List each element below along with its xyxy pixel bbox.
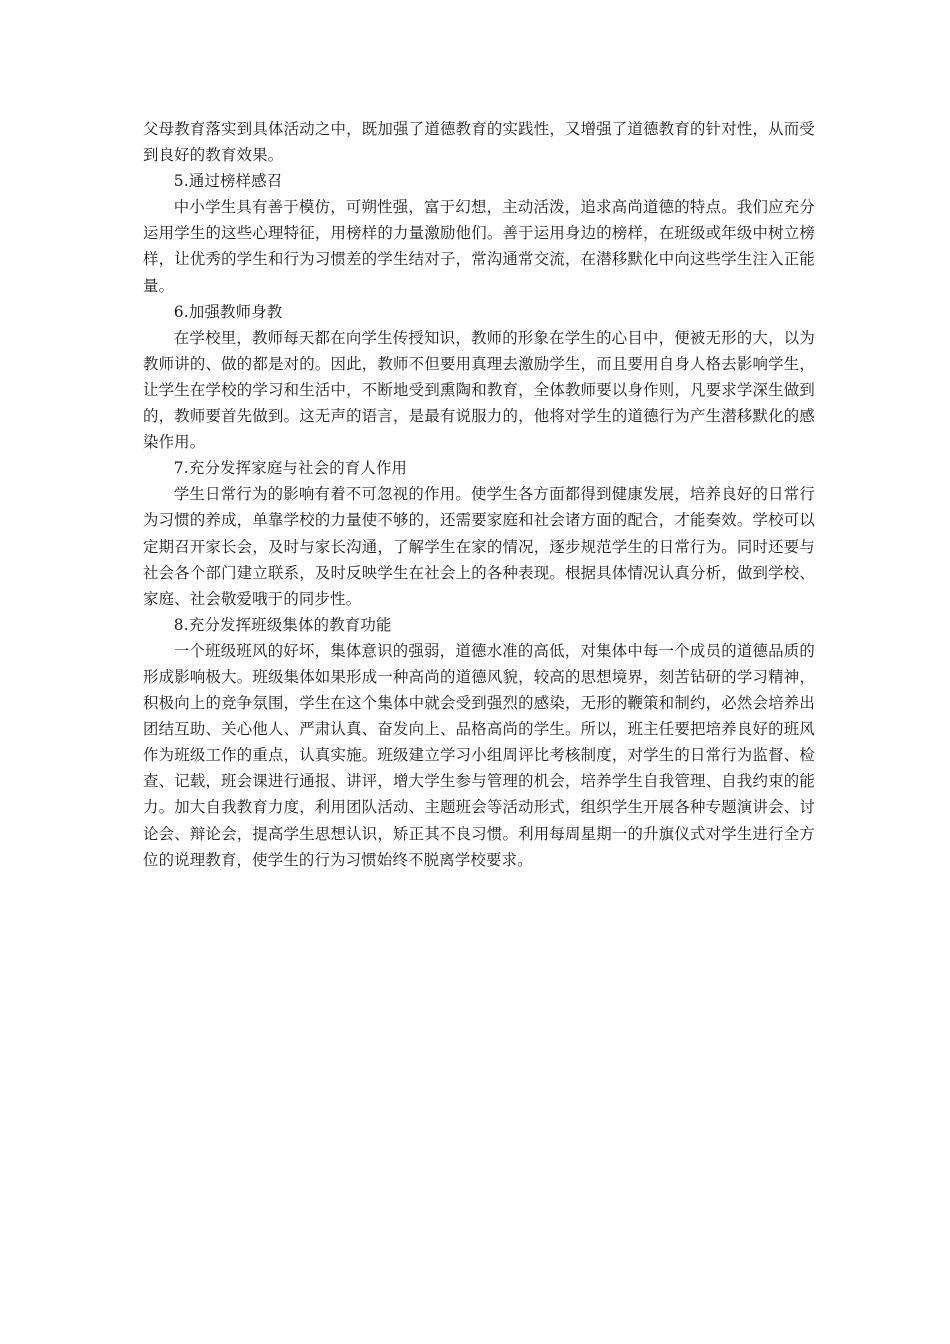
section-heading-5: 5.通过榜样感召 (173, 172, 283, 191)
document-page (143, 116, 815, 873)
section-body-8: 一个班级班风的好坏，集体意识的强弱，道德水准的高低，对集体中每一个成员的道德品质的形成影响极大。班级集体如果形成一种高尚的道德风貌，较高的思想境界，刻苦钻研的学习精神，积极向上的竞争氛围，学生在这个集体中就会受到强烈的感染，无形的鞭策和制约，必然会培养出团结互助、关心他人、严肃认真、奋发向上、品格高尚的学生。所以，班主任要把培养良好的班风作为班级工作的重点，认真实施。班级建立学习小组周评比考核制度，对学生的日常行为监督、检查、记载，班会课进行通报、讲评，增大学生参与管理的机会，培养学生自我管理、自我约束的能力。加大自我教育力度，利用团队活动、主题班会等活动形式，组织学生开展各种专题演讲会、讨论会、辩论会，提高学生思想认识，矫正其不良习惯。利用每周星期一的升旗仪式对学生进行全方位的说理教育，使学生的行为习惯始终不脱离学校要求。 (143, 641, 815, 869)
section-heading-8: 8.充分发挥班级集体的教育功能 (173, 615, 392, 634)
section-body-5: 中小学生具有善于模仿，可朔性强，富于幻想，主动活泼，追求高尚道德的特点。我们应充分运用学生的这些心理特征，用榜样的力量激励他们。善于运用身边的榜样，在班级或年级中树立榜样，让优秀的学生和行为习惯差的学生结对子，常沟通常交流，在潜移默化中向这些学生注入正能量。 (143, 198, 815, 295)
section-heading-6: 6.加强教师身教 (173, 302, 283, 321)
section-body-6: 在学校里，教师每天都在向学生传授知识，教师的形象在学生的心目中，便被无形的大，以为教师讲的、做的都是对的。因此，教师不但要用真理去激励学生，而且要用自身人格去影响学生，让学生在学校的学习和生活中，不断地受到熏陶和教育，全体教师要以身作则，凡要求学深生做到的，教师要首先做到。这无声的语言，是最有说服力的，他将对学生的道德行为产生潜移默化的感染作用。 (143, 328, 815, 452)
section-heading-7: 7.充分发挥家庭与社会的育人作用 (173, 459, 408, 478)
intro-paragraph: 父母教育落实到具体活动之中，既加强了道德教育的实践性，又增强了道德教育的针对性，从而受到良好的教育效果。 (143, 120, 815, 165)
section-body-7: 学生日常行为的影响有着不可忽视的作用。使学生各方面都得到健康发展，培养良好的日常行为习惯的养成，单靠学校的力量使不够的，还需要家庭和社会诸方面的配合，才能奏效。学校可以定期召开家长会，及时与家长沟通，了解学生在家的情况，逐步规范学生的日常行为。同时还要与社会各个部门建立联系，及时反映学生在社会上的各种表现。根据具体情况认真分析，做到学校、家庭、社会敬爱哦于的同步性。 (143, 485, 815, 608)
